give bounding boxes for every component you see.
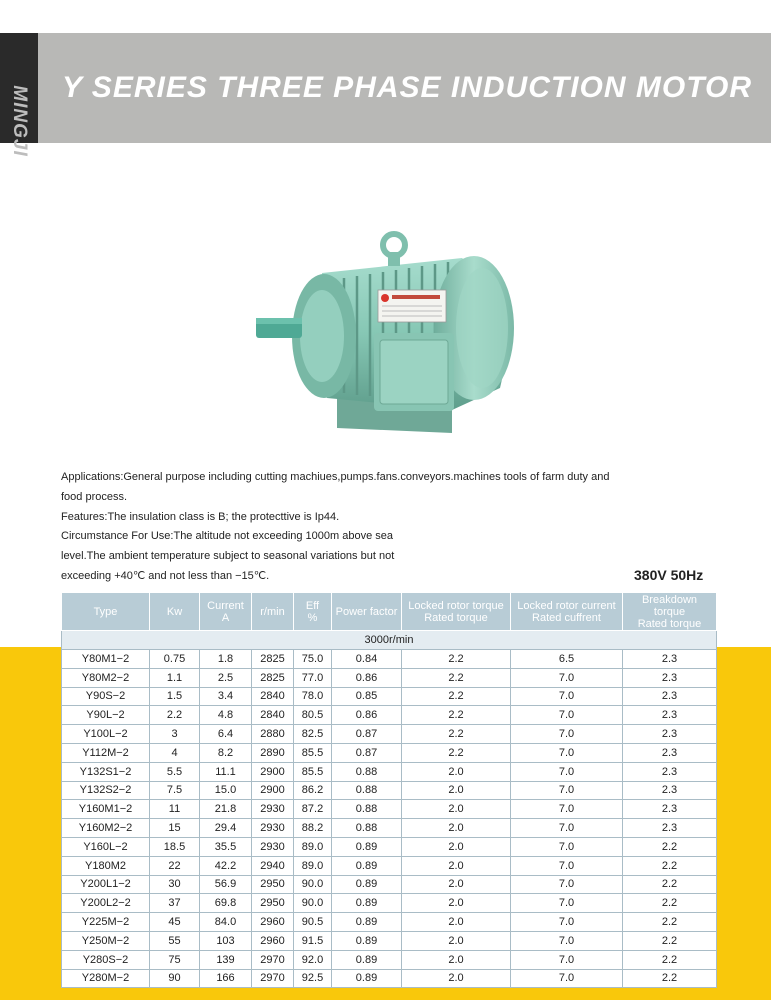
cell-locked-rotor-current: 7.0: [511, 837, 623, 856]
cell-type: Y250M−2: [62, 931, 150, 950]
cell-power-factor: 0.89: [332, 837, 402, 856]
brand-logo-text: MINGJI: [9, 85, 30, 157]
cell-kw: 15: [150, 819, 200, 838]
speed-subheader: 3000r/min: [62, 631, 717, 650]
cell-rmin: 2900: [252, 781, 294, 800]
cell-type: Y132S2−2: [62, 781, 150, 800]
cell-type: Y132S1−2: [62, 762, 150, 781]
cell-breakdown-torque: 2.2: [623, 931, 717, 950]
cell-eff: 82.5: [294, 725, 332, 744]
cell-eff: 78.0: [294, 687, 332, 706]
cell-eff: 88.2: [294, 819, 332, 838]
cell-locked-rotor-current: 7.0: [511, 725, 623, 744]
cell-locked-rotor-current: 7.0: [511, 668, 623, 687]
cell-kw: 90: [150, 969, 200, 988]
cell-locked-rotor-torque: 2.0: [402, 819, 511, 838]
table-row: [62, 762, 717, 781]
cell-current: 21.8: [200, 800, 252, 819]
cell-power-factor: 0.89: [332, 931, 402, 950]
cell-kw: 18.5: [150, 837, 200, 856]
header-eff: Eff %: [294, 593, 332, 631]
cell-kw: 1.5: [150, 687, 200, 706]
cell-eff: 80.5: [294, 706, 332, 725]
cell-breakdown-torque: 2.3: [623, 687, 717, 706]
cell-type: Y112M−2: [62, 743, 150, 762]
cell-current: 8.2: [200, 743, 252, 762]
cell-power-factor: 0.87: [332, 743, 402, 762]
applications-text-cont: food process.: [61, 490, 128, 503]
cell-kw: 7.5: [150, 781, 200, 800]
cell-breakdown-torque: 2.3: [623, 668, 717, 687]
cell-locked-rotor-current: 7.0: [511, 856, 623, 875]
cell-rmin: 2840: [252, 706, 294, 725]
cell-locked-rotor-current: 7.0: [511, 819, 623, 838]
table-row: [62, 668, 717, 687]
cell-locked-rotor-torque: 2.0: [402, 800, 511, 819]
cell-locked-rotor-current: 6.5: [511, 650, 623, 669]
cell-type: Y160M2−2: [62, 819, 150, 838]
cell-rmin: 2825: [252, 650, 294, 669]
cell-current: 35.5: [200, 837, 252, 856]
cell-locked-rotor-current: 7.0: [511, 931, 623, 950]
cell-locked-rotor-torque: 2.0: [402, 969, 511, 988]
cell-current: 103: [200, 931, 252, 950]
cell-breakdown-torque: 2.3: [623, 706, 717, 725]
cell-breakdown-torque: 2.3: [623, 725, 717, 744]
cell-kw: 22: [150, 856, 200, 875]
cell-rmin: 2930: [252, 837, 294, 856]
table-row: [62, 913, 717, 932]
cell-breakdown-torque: 2.3: [623, 743, 717, 762]
cell-eff: 90.0: [294, 875, 332, 894]
cell-locked-rotor-torque: 2.0: [402, 875, 511, 894]
cell-eff: 91.5: [294, 931, 332, 950]
cell-eff: 90.5: [294, 913, 332, 932]
cell-rmin: 2950: [252, 894, 294, 913]
cell-type: Y160L−2: [62, 837, 150, 856]
cell-breakdown-torque: 2.3: [623, 800, 717, 819]
cell-locked-rotor-torque: 2.0: [402, 781, 511, 800]
cell-breakdown-torque: 2.2: [623, 969, 717, 988]
cell-power-factor: 0.89: [332, 856, 402, 875]
cell-rmin: 2950: [252, 875, 294, 894]
motor-image: [252, 228, 522, 438]
cell-rmin: 2930: [252, 819, 294, 838]
cell-type: Y200L2−2: [62, 894, 150, 913]
cell-rmin: 2880: [252, 725, 294, 744]
cell-kw: 2.2: [150, 706, 200, 725]
cell-power-factor: 0.84: [332, 650, 402, 669]
cell-eff: 77.0: [294, 668, 332, 687]
table-row: [62, 781, 717, 800]
cell-locked-rotor-torque: 2.2: [402, 743, 511, 762]
cell-power-factor: 0.89: [332, 950, 402, 969]
cell-locked-rotor-torque: 2.0: [402, 950, 511, 969]
cell-power-factor: 0.89: [332, 875, 402, 894]
cell-power-factor: 0.87: [332, 725, 402, 744]
table-row: [62, 650, 717, 669]
speed-subheader-row: [62, 631, 717, 650]
cell-rmin: 2840: [252, 687, 294, 706]
table-row: [62, 725, 717, 744]
cell-power-factor: 0.88: [332, 800, 402, 819]
description-block: [61, 468, 621, 587]
cell-kw: 37: [150, 894, 200, 913]
circumstance-text-end: exceeding +40℃ and not less than −15℃.: [61, 569, 270, 582]
table-row: [62, 837, 717, 856]
table-row: [62, 931, 717, 950]
cell-locked-rotor-torque: 2.0: [402, 894, 511, 913]
cell-locked-rotor-current: 7.0: [511, 687, 623, 706]
cell-type: Y80M2−2: [62, 668, 150, 687]
cell-locked-rotor-current: 7.0: [511, 743, 623, 762]
cell-type: Y280M−2: [62, 969, 150, 988]
cell-locked-rotor-torque: 2.2: [402, 687, 511, 706]
table-row: [62, 894, 717, 913]
cell-locked-rotor-current: 7.0: [511, 875, 623, 894]
cell-breakdown-torque: 2.3: [623, 762, 717, 781]
cell-eff: 92.0: [294, 950, 332, 969]
cell-current: 69.8: [200, 894, 252, 913]
cell-current: 3.4: [200, 687, 252, 706]
table-row: [62, 819, 717, 838]
table-row: [62, 743, 717, 762]
cell-breakdown-torque: 2.2: [623, 837, 717, 856]
cell-kw: 1.1: [150, 668, 200, 687]
cell-eff: 92.5: [294, 969, 332, 988]
cell-current: 84.0: [200, 913, 252, 932]
cell-rmin: 2900: [252, 762, 294, 781]
cell-breakdown-torque: 2.3: [623, 650, 717, 669]
cell-current: 1.8: [200, 650, 252, 669]
cell-type: Y90S−2: [62, 687, 150, 706]
cell-locked-rotor-torque: 2.0: [402, 837, 511, 856]
cell-kw: 30: [150, 875, 200, 894]
cell-rmin: 2960: [252, 913, 294, 932]
cell-eff: 90.0: [294, 894, 332, 913]
cell-power-factor: 0.89: [332, 969, 402, 988]
header-locked-rotor-torque: Locked rotor torque Rated torque: [402, 593, 511, 631]
cell-power-factor: 0.88: [332, 762, 402, 781]
cell-locked-rotor-torque: 2.2: [402, 668, 511, 687]
cell-locked-rotor-torque: 2.0: [402, 931, 511, 950]
cell-eff: 89.0: [294, 856, 332, 875]
cell-breakdown-torque: 2.3: [623, 819, 717, 838]
cell-current: 166: [200, 969, 252, 988]
table-row: [62, 856, 717, 875]
cell-current: 42.2: [200, 856, 252, 875]
cell-locked-rotor-current: 7.0: [511, 913, 623, 932]
cell-locked-rotor-torque: 2.0: [402, 762, 511, 781]
cell-type: Y100L−2: [62, 725, 150, 744]
cell-kw: 3: [150, 725, 200, 744]
header-type: Type: [62, 593, 150, 631]
cell-power-factor: 0.88: [332, 819, 402, 838]
cell-current: 6.4: [200, 725, 252, 744]
cell-breakdown-torque: 2.2: [623, 950, 717, 969]
cell-locked-rotor-current: 7.0: [511, 894, 623, 913]
cell-current: 56.9: [200, 875, 252, 894]
cell-locked-rotor-torque: 2.0: [402, 856, 511, 875]
cell-breakdown-torque: 2.2: [623, 894, 717, 913]
cell-locked-rotor-current: 7.0: [511, 950, 623, 969]
page-title: Y SERIES THREE PHASE INDUCTION MOTOR: [62, 71, 752, 104]
cell-power-factor: 0.88: [332, 781, 402, 800]
cell-type: Y200L1−2: [62, 875, 150, 894]
motor-spec-table: [61, 592, 717, 988]
cell-current: 11.1: [200, 762, 252, 781]
cell-kw: 75: [150, 950, 200, 969]
table-row: [62, 800, 717, 819]
voltage-frequency-label: 380V 50Hz: [634, 567, 704, 583]
header-rmin: r/min: [252, 593, 294, 631]
table-row: [62, 969, 717, 988]
cell-current: 29.4: [200, 819, 252, 838]
cell-locked-rotor-current: 7.0: [511, 762, 623, 781]
cell-type: Y90L−2: [62, 706, 150, 725]
cell-eff: 86.2: [294, 781, 332, 800]
cell-kw: 11: [150, 800, 200, 819]
circumstance-text-cont: level.The ambient temperature subject to seasonal variations but not: [61, 550, 395, 563]
cell-locked-rotor-current: 7.0: [511, 800, 623, 819]
cell-locked-rotor-torque: 2.2: [402, 706, 511, 725]
cell-kw: 5.5: [150, 762, 200, 781]
cell-rmin: 2890: [252, 743, 294, 762]
cell-locked-rotor-current: 7.0: [511, 706, 623, 725]
cell-breakdown-torque: 2.2: [623, 913, 717, 932]
cell-type: Y280S−2: [62, 950, 150, 969]
cell-rmin: 2940: [252, 856, 294, 875]
cell-eff: 89.0: [294, 837, 332, 856]
cell-locked-rotor-torque: 2.0: [402, 913, 511, 932]
cell-locked-rotor-torque: 2.2: [402, 650, 511, 669]
cell-rmin: 2825: [252, 668, 294, 687]
cell-rmin: 2960: [252, 931, 294, 950]
header-locked-rotor-current: Locked rotor current Rated cuffrent: [511, 593, 623, 631]
cell-power-factor: 0.85: [332, 687, 402, 706]
cell-rmin: 2930: [252, 800, 294, 819]
cell-rmin: 2970: [252, 950, 294, 969]
cell-kw: 4: [150, 743, 200, 762]
cell-power-factor: 0.89: [332, 894, 402, 913]
cell-breakdown-torque: 2.2: [623, 875, 717, 894]
header-kw: Kw: [150, 593, 200, 631]
cell-current: 2.5: [200, 668, 252, 687]
applications-text: Applications:General purpose including cutting machiues,pumps.fans.conveyors.machines tools of farm duty and: [61, 471, 610, 483]
cell-current: 4.8: [200, 706, 252, 725]
cell-power-factor: 0.89: [332, 913, 402, 932]
features-text: Features:The insulation class is B; the protecttive is Ip44.: [61, 510, 340, 523]
cell-power-factor: 0.86: [332, 668, 402, 687]
cell-kw: 45: [150, 913, 200, 932]
cell-eff: 85.5: [294, 743, 332, 762]
cell-rmin: 2970: [252, 969, 294, 988]
cell-current: 15.0: [200, 781, 252, 800]
cell-breakdown-torque: 2.3: [623, 781, 717, 800]
cell-type: Y180M2: [62, 856, 150, 875]
cell-kw: 0.75: [150, 650, 200, 669]
brand-strip: [0, 33, 38, 157]
cell-power-factor: 0.86: [332, 706, 402, 725]
cell-eff: 85.5: [294, 762, 332, 781]
table-row: [62, 950, 717, 969]
cell-eff: 87.2: [294, 800, 332, 819]
table-row: [62, 687, 717, 706]
cell-locked-rotor-torque: 2.2: [402, 725, 511, 744]
table-header-row: [62, 593, 717, 631]
header-breakdown-torque: Breakdown torque Rated torque: [623, 593, 717, 631]
cell-eff: 75.0: [294, 650, 332, 669]
cell-locked-rotor-current: 7.0: [511, 969, 623, 988]
cell-current: 139: [200, 950, 252, 969]
table-row: [62, 875, 717, 894]
cell-breakdown-torque: 2.2: [623, 856, 717, 875]
circumstance-text: Circumstance For Use:The altitude not exceeding 1000m above sea: [61, 530, 394, 543]
cell-locked-rotor-current: 7.0: [511, 781, 623, 800]
cell-type: Y225M−2: [62, 913, 150, 932]
cell-type: Y80M1−2: [62, 650, 150, 669]
cell-kw: 55: [150, 931, 200, 950]
cell-type: Y160M1−2: [62, 800, 150, 819]
header-power-factor: Power factor: [332, 593, 402, 631]
table-row: [62, 706, 717, 725]
header-current: Current A: [200, 593, 252, 631]
